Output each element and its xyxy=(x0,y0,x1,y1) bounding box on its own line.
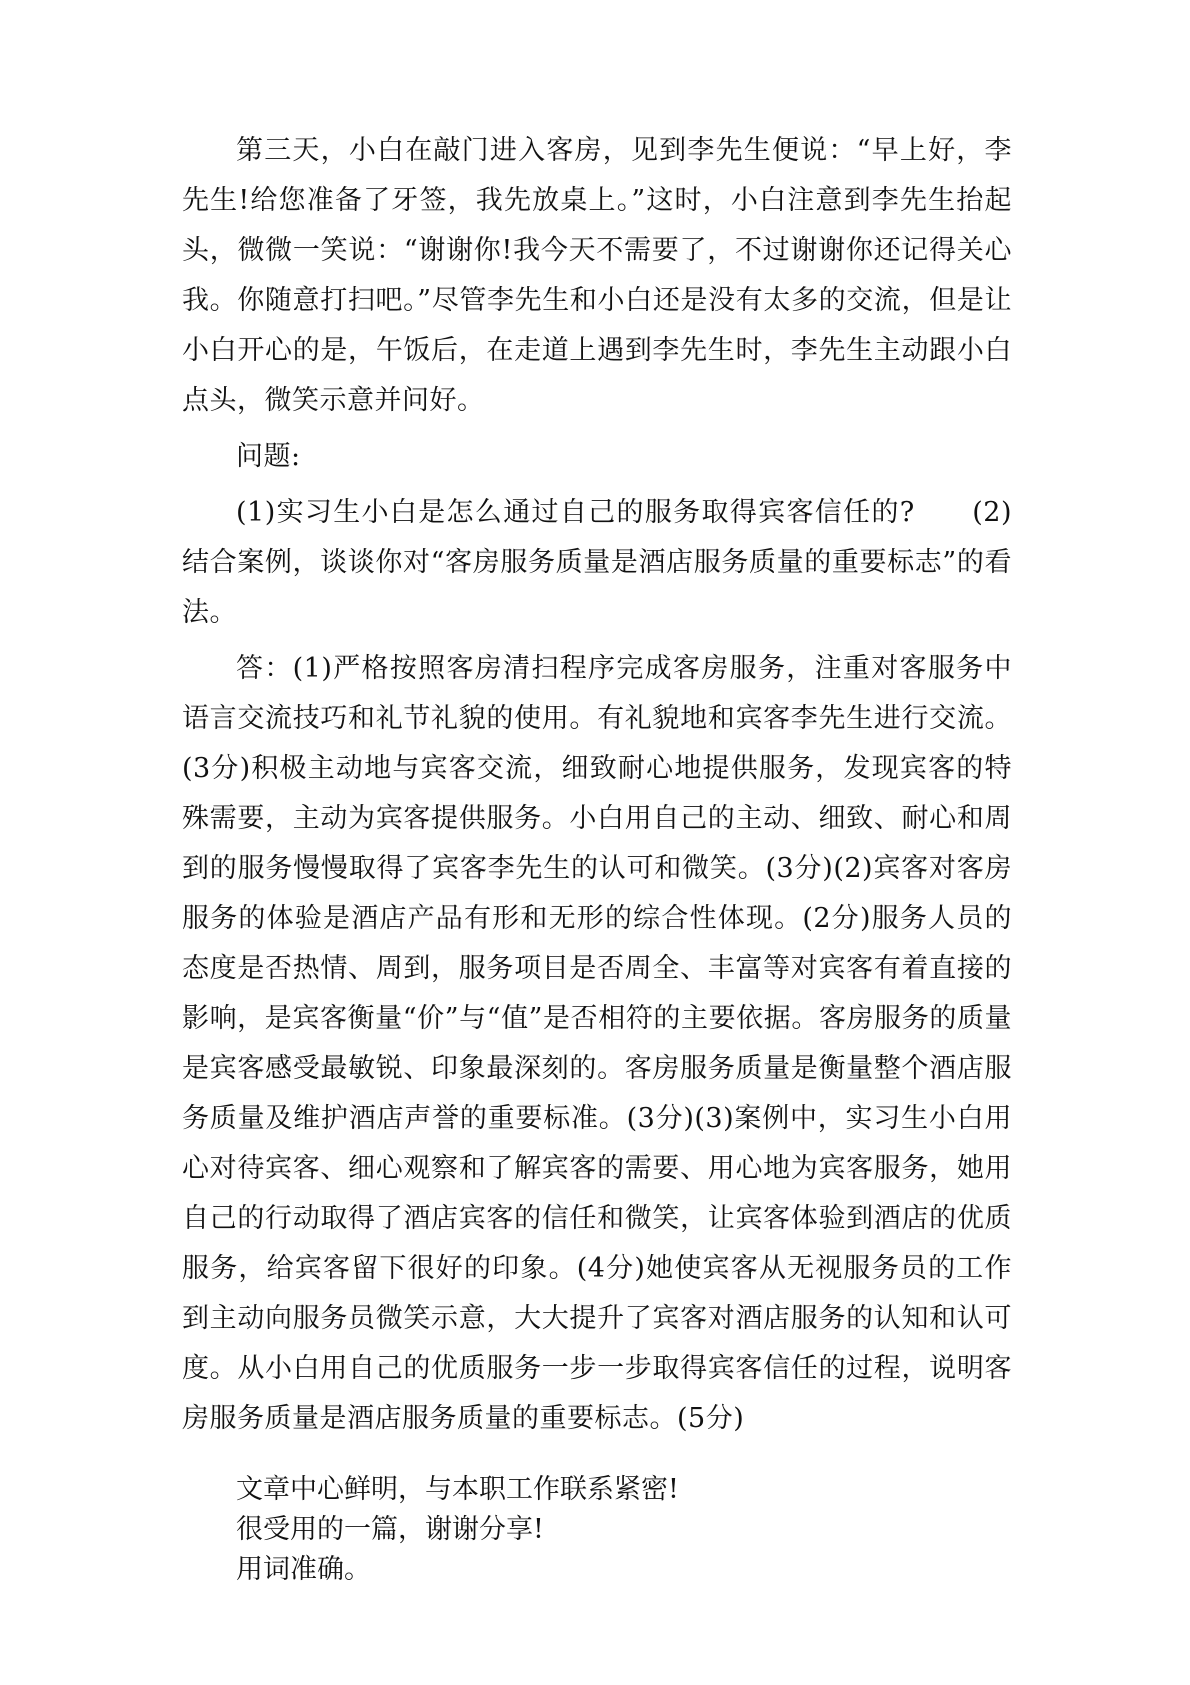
question-heading: 问题: xyxy=(236,441,301,472)
comment-item: 很受用的一篇，谢谢分享! xyxy=(236,1514,544,1545)
comment-item: 用词准确。 xyxy=(236,1554,371,1585)
questions-paragraph: (1)实习生小白是怎么通过自己的服务取得宾客信任的? (2)结合案例，谈谈你对“客房服务质量是酒店服务质量的重要标志”的看法。 xyxy=(182,497,1012,628)
comment-item: 文章中心鲜明，与本职工作联系紧密! xyxy=(236,1474,679,1505)
story-paragraph: 第三天，小白在敲门进入客房，见到李先生便说：“早上好，李先生!给您准备了牙签，我先放桌上。”这时，小白注意到李先生抬起头，微微一笑说：“谢谢你!我今天不需要了，不过谢谢你还记得关心我。你随意打扫吧。”尽管李先生和小白还是没有太多的交流，但是让小白开心的是，午饭后，在走道上遇到李先生时，李先生主动跟小白点头，微笑示意并问好。 xyxy=(182,135,1012,416)
document-page xyxy=(182,126,1012,1590)
comments-section xyxy=(182,1470,1012,1590)
answer-paragraph: 答：(1)严格按照客房清扫程序完成客房服务，注重对客服务中语言交流技巧和礼节礼貌的使用。有礼貌地和宾客李先生进行交流。(3分)积极主动地与宾客交流，细致耐心地提供服务，发现宾客的特殊需要，主动为宾客提供服务。小白用自己的主动、细致、耐心和周到的服务慢慢取得了宾客李先生的认可和微笑。(3分)(2)宾客对客房服务的体验是酒店产品有形和无形的综合性体现。(2分)服务人员的态度是否热情、周到，服务项目是否周全、丰富等对宾客有着直接的影响，是宾客衡量“价”与“值”是否相符的主要依据。客房服务的质量是宾客感受最敏锐、印象最深刻的。客房服务质量是衡量整个酒店服务质量及维护酒店声誉的重要标准。(3分)(3)案例中，实习生小白用心对待宾客、细心观察和了解宾客的需要、用心地为宾客服务，她用自己的行动取得了酒店宾客的信任和微笑，让宾客体验到酒店的优质服务，给宾客留下很好的印象。(4分)她使宾客从无视服务员的工作到主动向服务员微笑示意，大大提升了宾客对酒店服务的认知和认可度。从小白用自己的优质服务一步一步取得宾客信任的过程，说明客房服务质量是酒店服务质量的重要标志。(5分) xyxy=(182,653,1012,1434)
